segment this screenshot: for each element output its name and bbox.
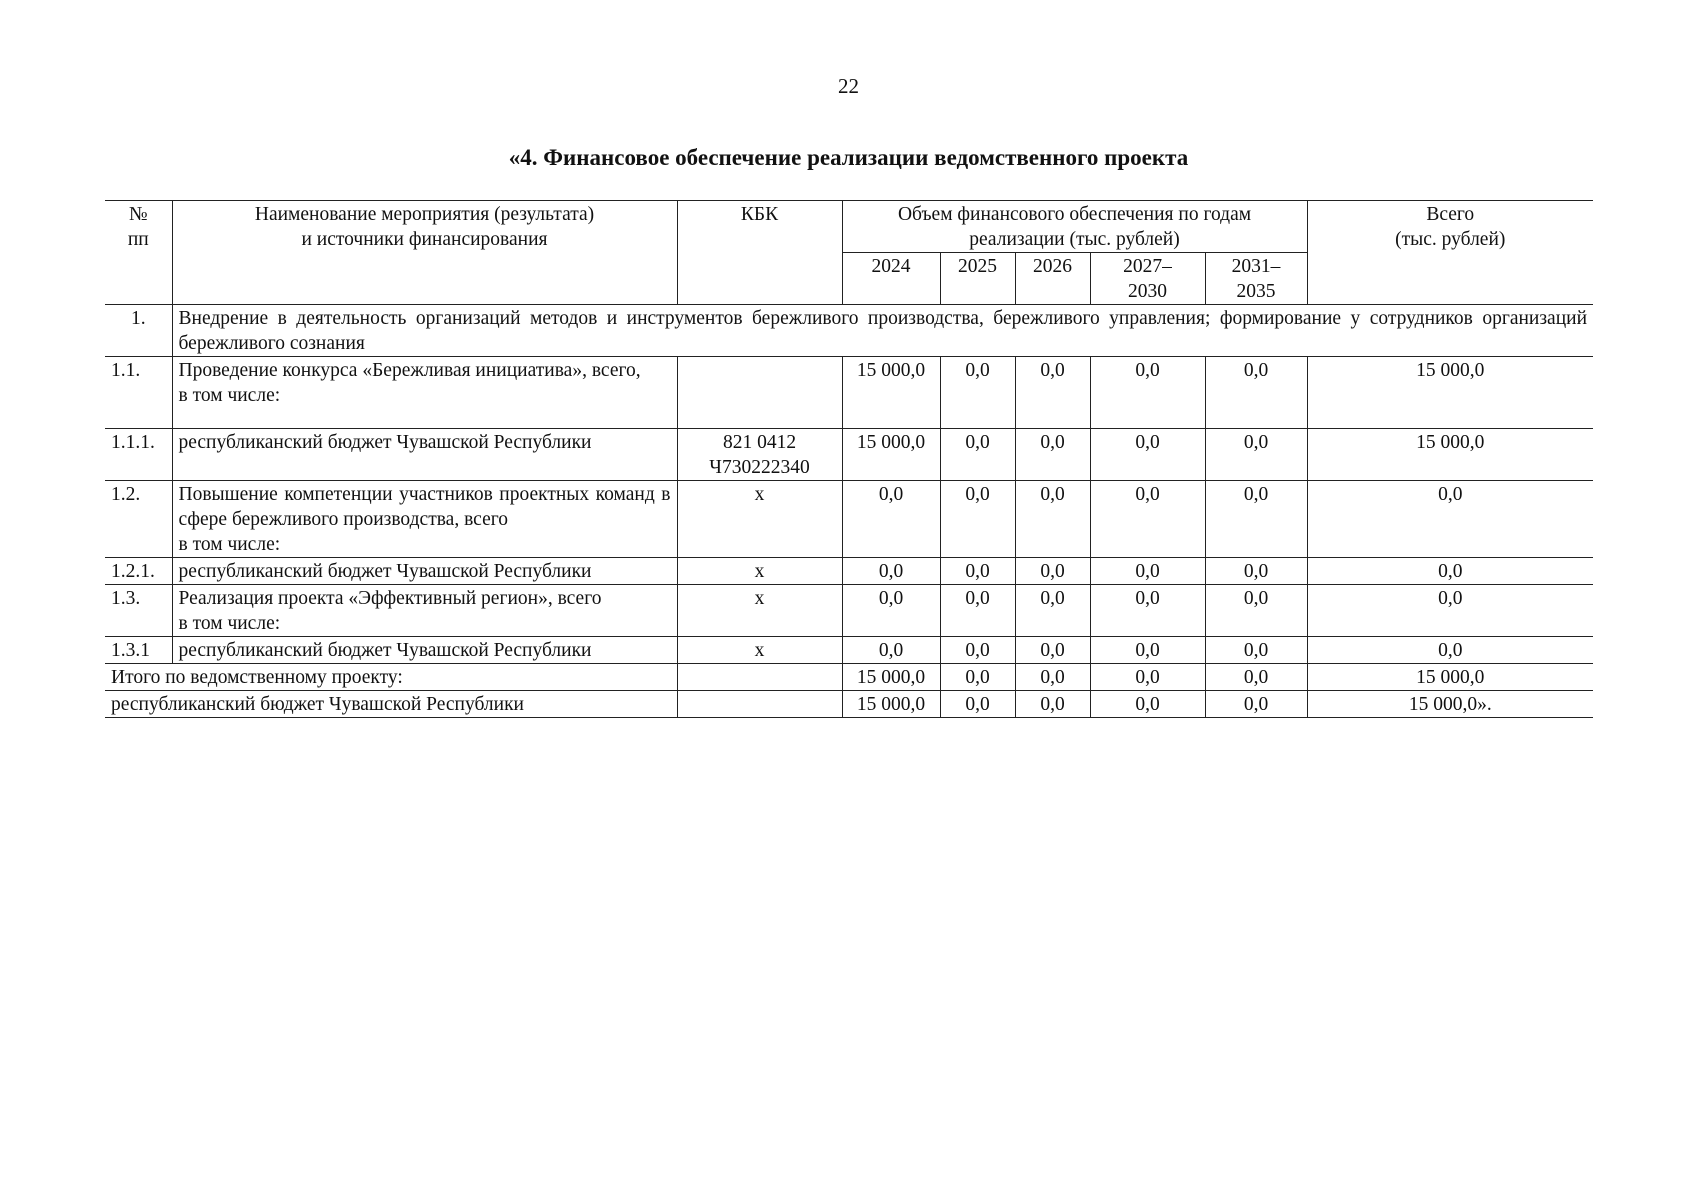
summary-value: 0,0 bbox=[1015, 691, 1090, 718]
row-kbk: х bbox=[677, 637, 842, 664]
row-value: 0,0 bbox=[1015, 429, 1090, 481]
row-value: 0,0 bbox=[940, 585, 1015, 637]
row-value: 0,0 bbox=[1015, 481, 1090, 558]
summary-total: 15 000,0». bbox=[1307, 691, 1593, 718]
header-year: 2026 bbox=[1015, 253, 1090, 305]
row-value: 0,0 bbox=[842, 637, 940, 664]
row-value: 15 000,0 bbox=[842, 357, 940, 429]
row-name: Повышение компетенции участников проектных команд в сфере бережливого производства, всего в том числе: bbox=[172, 481, 677, 558]
row-value: 0,0 bbox=[1015, 585, 1090, 637]
table-row bbox=[105, 585, 1593, 637]
row-total: 15 000,0 bbox=[1307, 357, 1593, 429]
summary-value: 15 000,0 bbox=[842, 691, 940, 718]
table-row bbox=[105, 429, 1593, 481]
table-row bbox=[105, 637, 1593, 664]
header-year: 2027– 2030 bbox=[1090, 253, 1205, 305]
row-name: республиканский бюджет Чувашской Республики bbox=[172, 637, 677, 664]
row-value: 0,0 bbox=[1090, 429, 1205, 481]
summary-value: 15 000,0 bbox=[842, 664, 940, 691]
row-value: 0,0 bbox=[940, 637, 1015, 664]
document-title: «4. Финансовое обеспечение реализации ведомственного проекта bbox=[508, 145, 1189, 170]
header-num: № пп bbox=[105, 201, 172, 305]
row-value: 0,0 bbox=[1205, 429, 1307, 481]
row-kbk: х bbox=[677, 585, 842, 637]
summary-total: 15 000,0 bbox=[1307, 664, 1593, 691]
row-value: 0,0 bbox=[1205, 585, 1307, 637]
row-total: 0,0 bbox=[1307, 637, 1593, 664]
row-value: 0,0 bbox=[1015, 357, 1090, 429]
summary-kbk bbox=[677, 691, 842, 718]
row-num: 1.3.1 bbox=[105, 637, 172, 664]
table-row bbox=[105, 481, 1593, 558]
row-value: 0,0 bbox=[1090, 558, 1205, 585]
summary-row bbox=[105, 664, 1593, 691]
row-value: 0,0 bbox=[1015, 558, 1090, 585]
row-num: 1.1.1. bbox=[105, 429, 172, 481]
row-value: 0,0 bbox=[842, 585, 940, 637]
header-year: 2025 bbox=[940, 253, 1015, 305]
page-number: 22 bbox=[838, 74, 859, 98]
row-value: 0,0 bbox=[1205, 558, 1307, 585]
summary-value: 0,0 bbox=[940, 664, 1015, 691]
row-value: 0,0 bbox=[842, 481, 940, 558]
row-total: 0,0 bbox=[1307, 558, 1593, 585]
row-value: 15 000,0 bbox=[842, 429, 940, 481]
row-num: 1.2. bbox=[105, 481, 172, 558]
summary-label: республиканский бюджет Чувашской Республики bbox=[105, 691, 677, 718]
row-value: 0,0 bbox=[940, 429, 1015, 481]
row-value: 0,0 bbox=[1205, 637, 1307, 664]
row-value: 0,0 bbox=[842, 558, 940, 585]
section-title: Внедрение в деятельность организаций методов и инструментов бережливого производства, бережливого управления; формирование у сотрудников организаций бережливого сознания bbox=[172, 305, 1593, 357]
row-total: 0,0 bbox=[1307, 585, 1593, 637]
section-row bbox=[105, 305, 1593, 357]
header-year: 2031– 2035 bbox=[1205, 253, 1307, 305]
table-header bbox=[105, 201, 1593, 305]
row-value: 0,0 bbox=[940, 357, 1015, 429]
row-num: 1.3. bbox=[105, 585, 172, 637]
row-value: 0,0 bbox=[1205, 357, 1307, 429]
row-num: 1.1. bbox=[105, 357, 172, 429]
summary-label: Итого по ведомственному проекту: bbox=[105, 664, 677, 691]
summary-value: 0,0 bbox=[1090, 691, 1205, 718]
summary-value: 0,0 bbox=[1090, 664, 1205, 691]
row-name: республиканский бюджет Чувашской Республики bbox=[172, 429, 677, 481]
header-year: 2024 bbox=[842, 253, 940, 305]
summary-value: 0,0 bbox=[1205, 664, 1307, 691]
row-value: 0,0 bbox=[1205, 481, 1307, 558]
row-total: 15 000,0 bbox=[1307, 429, 1593, 481]
summary-value: 0,0 bbox=[940, 691, 1015, 718]
summary-value: 0,0 bbox=[1015, 664, 1090, 691]
table-body bbox=[105, 305, 1593, 718]
header-total: Всего (тыс. рублей) bbox=[1307, 201, 1593, 305]
table-row bbox=[105, 558, 1593, 585]
row-name: Проведение конкурса «Бережливая инициатива», всего, в том числе: bbox=[172, 357, 677, 429]
row-value: 0,0 bbox=[940, 481, 1015, 558]
header-volume: Объем финансового обеспечения по годам реализации (тыс. рублей) bbox=[842, 201, 1307, 253]
summary-value: 0,0 bbox=[1205, 691, 1307, 718]
row-kbk bbox=[677, 357, 842, 429]
financing-table bbox=[105, 200, 1593, 718]
row-value: 0,0 bbox=[1090, 481, 1205, 558]
table-row bbox=[105, 357, 1593, 429]
summary-kbk bbox=[677, 664, 842, 691]
row-value: 0,0 bbox=[1015, 637, 1090, 664]
row-kbk: х bbox=[677, 558, 842, 585]
row-value: 0,0 bbox=[1090, 357, 1205, 429]
row-kbk: 821 0412 Ч730222340 bbox=[677, 429, 842, 481]
row-total: 0,0 bbox=[1307, 481, 1593, 558]
header-kbk: КБК bbox=[677, 201, 842, 305]
summary-row bbox=[105, 691, 1593, 718]
row-name: Реализация проекта «Эффективный регион», всего в том числе: bbox=[172, 585, 677, 637]
row-num: 1.2.1. bbox=[105, 558, 172, 585]
row-value: 0,0 bbox=[1090, 585, 1205, 637]
header-name: Наименование мероприятия (результата) и источники финансирования bbox=[172, 201, 677, 305]
row-value: 0,0 bbox=[1090, 637, 1205, 664]
section-num: 1. bbox=[105, 305, 172, 357]
row-name: республиканский бюджет Чувашской Республики bbox=[172, 558, 677, 585]
row-value: 0,0 bbox=[940, 558, 1015, 585]
row-kbk: х bbox=[677, 481, 842, 558]
